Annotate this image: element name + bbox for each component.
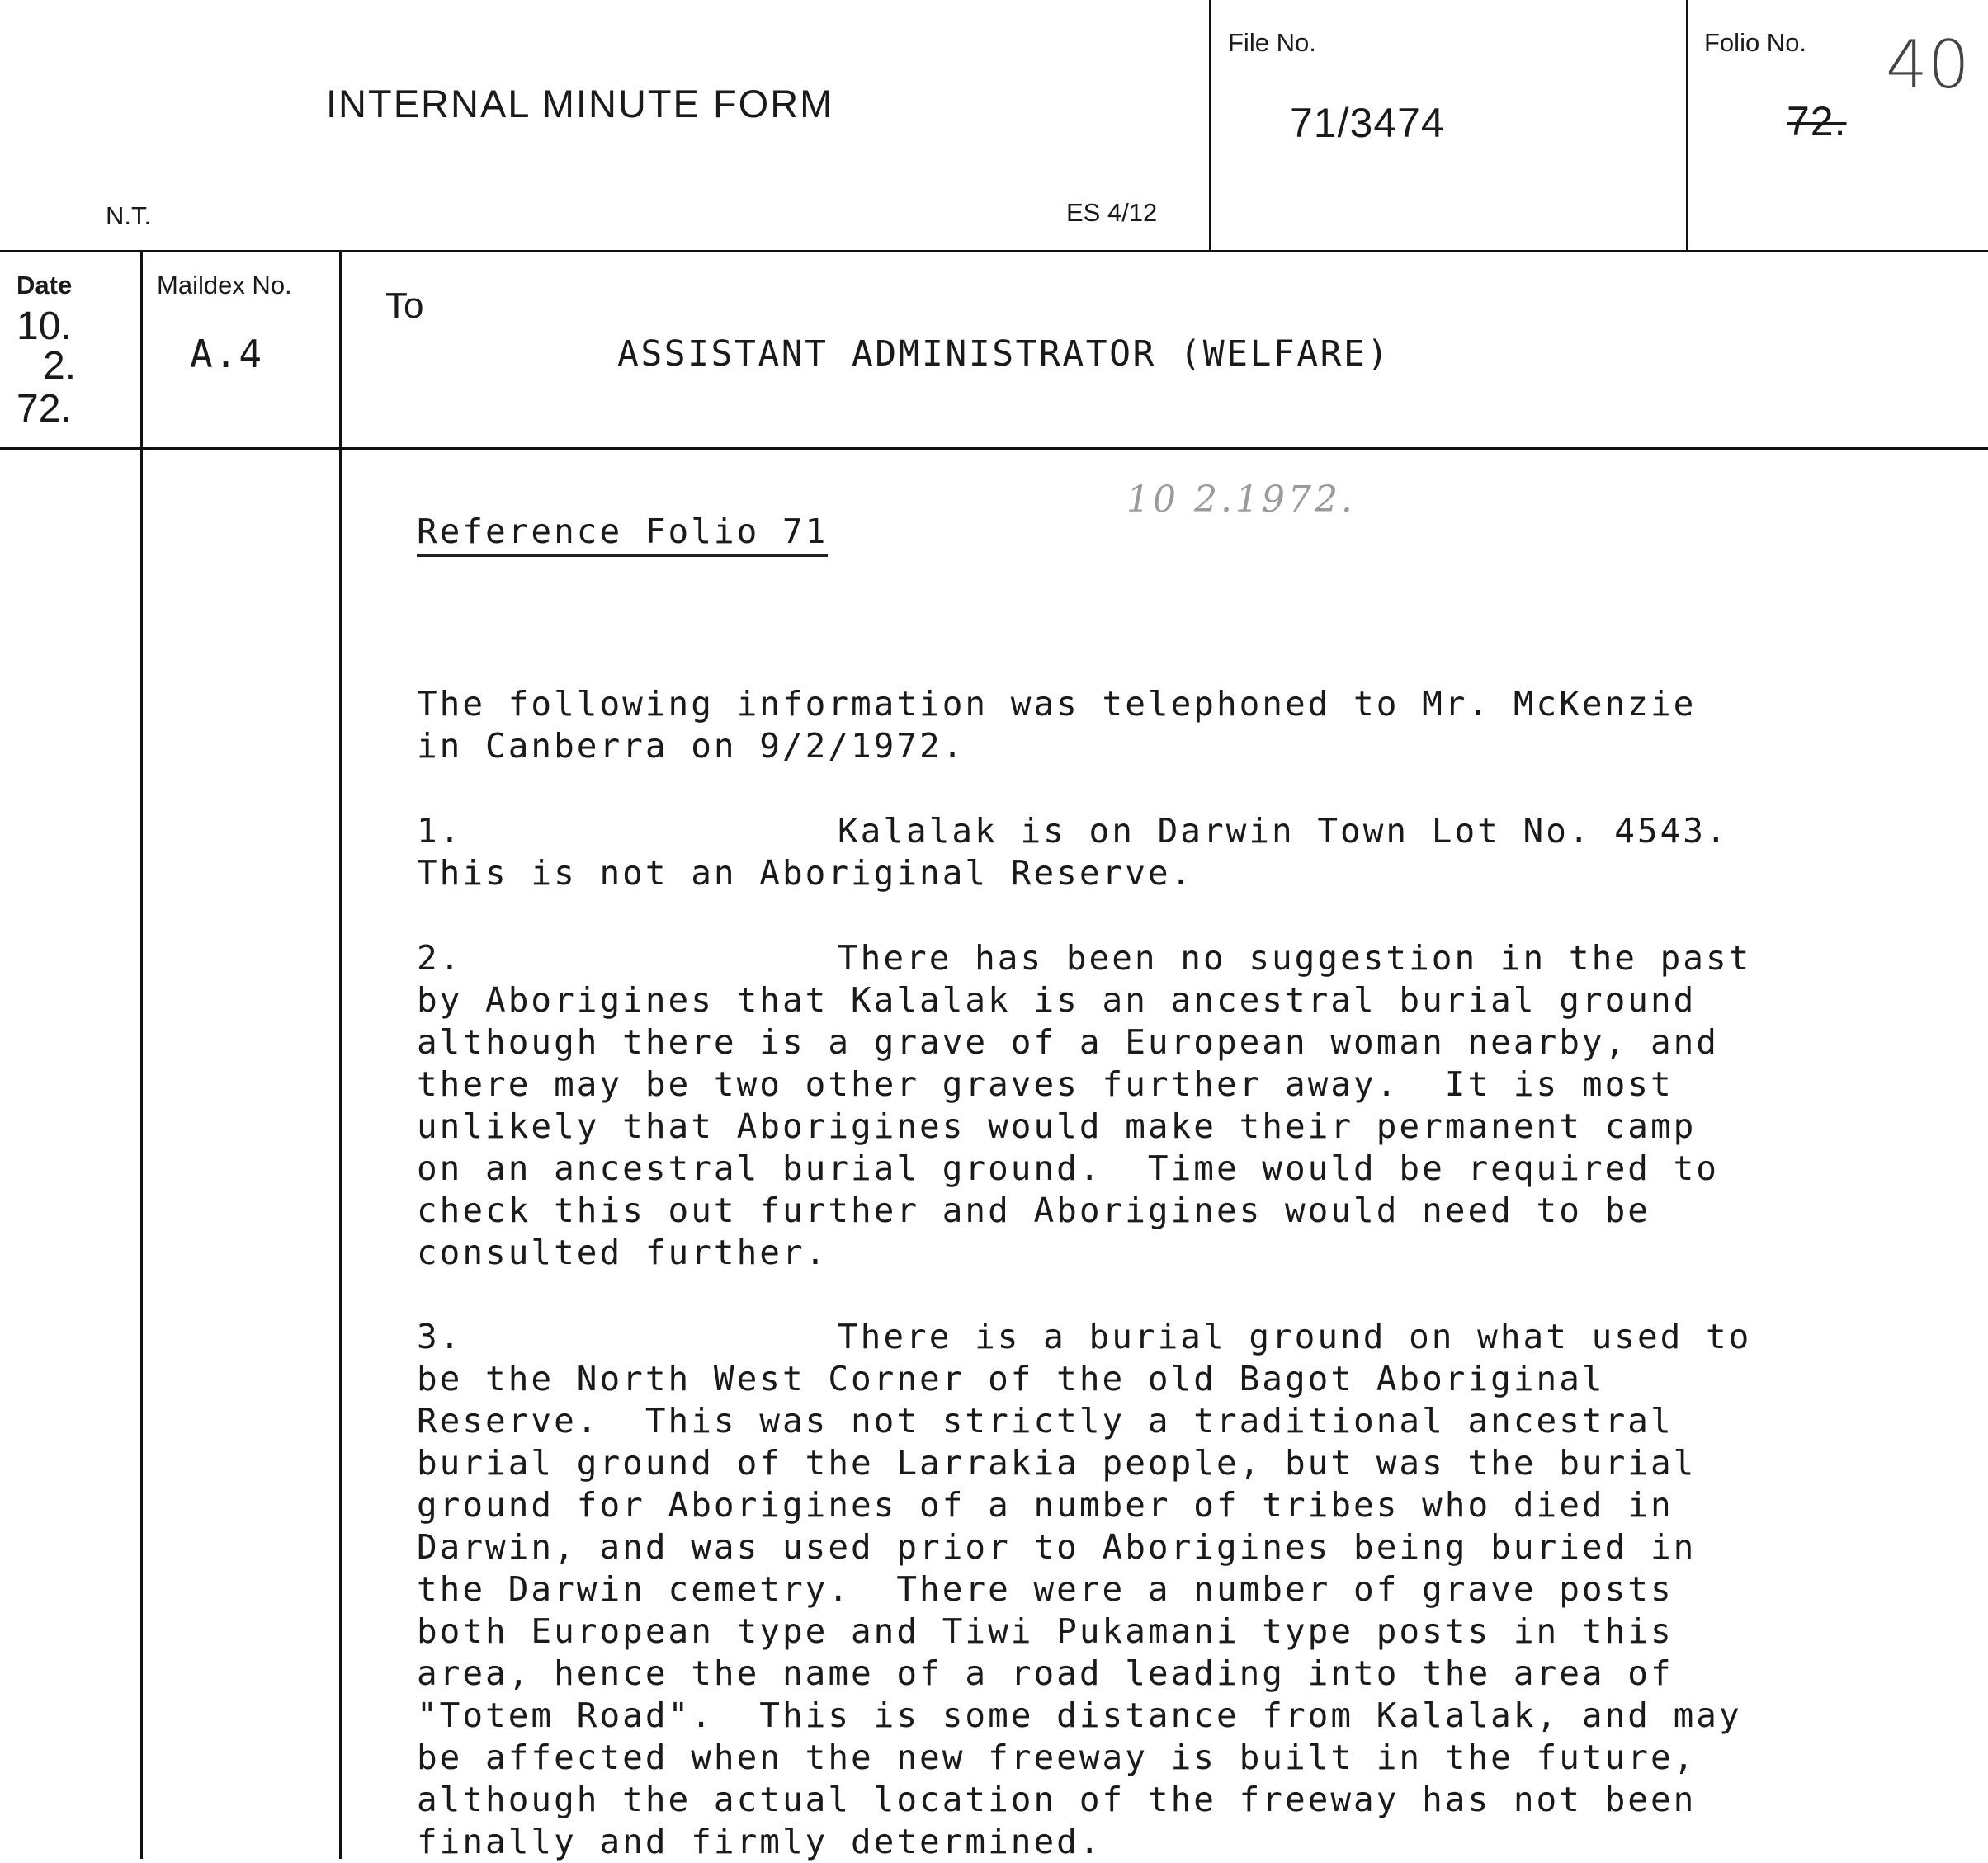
folio-number-label: Folio No. (1704, 28, 1807, 57)
maildex-value: A.4 (190, 332, 264, 376)
paragraph-3-number: 3. (417, 1317, 463, 1356)
paragraph-2 (417, 937, 1902, 1274)
file-number-label: File No. (1228, 28, 1316, 57)
header-bottom-rule (0, 250, 1988, 252)
paragraph-2-text: There has been no suggestion in the past by Aborigines that Kalalak is an ancestral burial ground although there is a grave of a European woman nearby, and there may be two other graves further away. It is most unlikely that Aborigines would make their permanent camp on an ancestral burial ground. Time would be required to check this out further and Aborigines would need to be consulted further. (417, 938, 1752, 1272)
date-label: Date (17, 271, 73, 299)
folio-number-handwritten: 40 (1886, 26, 1970, 103)
intro-paragraph: The following information was telephoned to Mr. McKenzie in Canberra on 9/2/1972. (417, 684, 1697, 766)
header-divider-folio (1686, 0, 1688, 252)
date-month: 2. (43, 344, 77, 388)
paragraph-2-number: 2. (417, 938, 463, 978)
header-divider-file (1209, 0, 1211, 252)
maildex-column-divider (339, 250, 342, 1859)
maildex-label: Maildex No. (157, 271, 292, 299)
date-year: 72. (17, 387, 72, 431)
folio-number-typed: 72. (1787, 98, 1847, 144)
received-date-stamp: 10 2.1972. (1126, 479, 1356, 521)
paragraph-3 (417, 1316, 1902, 1863)
form-title: INTERNAL MINUTE FORM (326, 82, 834, 125)
file-number-value: 71/3474 (1290, 100, 1445, 146)
paragraph-3-text: There is a burial ground on what used to be the North West Corner of the old Bagot Aboriginal Reserve. This was not strictly a traditional ancestral burial ground of the Larrakia people, but was the burial ground for Aborigines of a number of tribes who died in Darwin, and was used prior to Aborigines being buried in the Darwin cemetry. There were a number of grave posts both European type and Tiwi Pukamani type posts in this area, hence the name of a road leading into the area of "Totem Road". This is some distance from Kalalak, and may be affected when the new freeway is built in the future, although the actual location of the freeway has not been finally and firmly determined. (417, 1317, 1752, 1861)
paragraph-1-number: 1. (417, 811, 463, 851)
address-bottom-rule (0, 447, 1988, 450)
recipient-label: To (385, 285, 424, 326)
paragraph-1 (417, 810, 1902, 894)
paragraph-1-text: Kalalak is on Darwin Town Lot No. 4543. This is not an Aboriginal Reserve. (417, 811, 1729, 893)
reference-folio: Reference Folio 71 (417, 512, 828, 557)
form-code: ES 4/12 (1066, 198, 1158, 227)
territory-label: N.T. (106, 201, 152, 230)
recipient-name: ASSISTANT ADMINISTRATOR (WELFARE) (617, 333, 1391, 375)
date-column-divider (140, 250, 143, 1859)
date-day: 10. (17, 304, 72, 348)
